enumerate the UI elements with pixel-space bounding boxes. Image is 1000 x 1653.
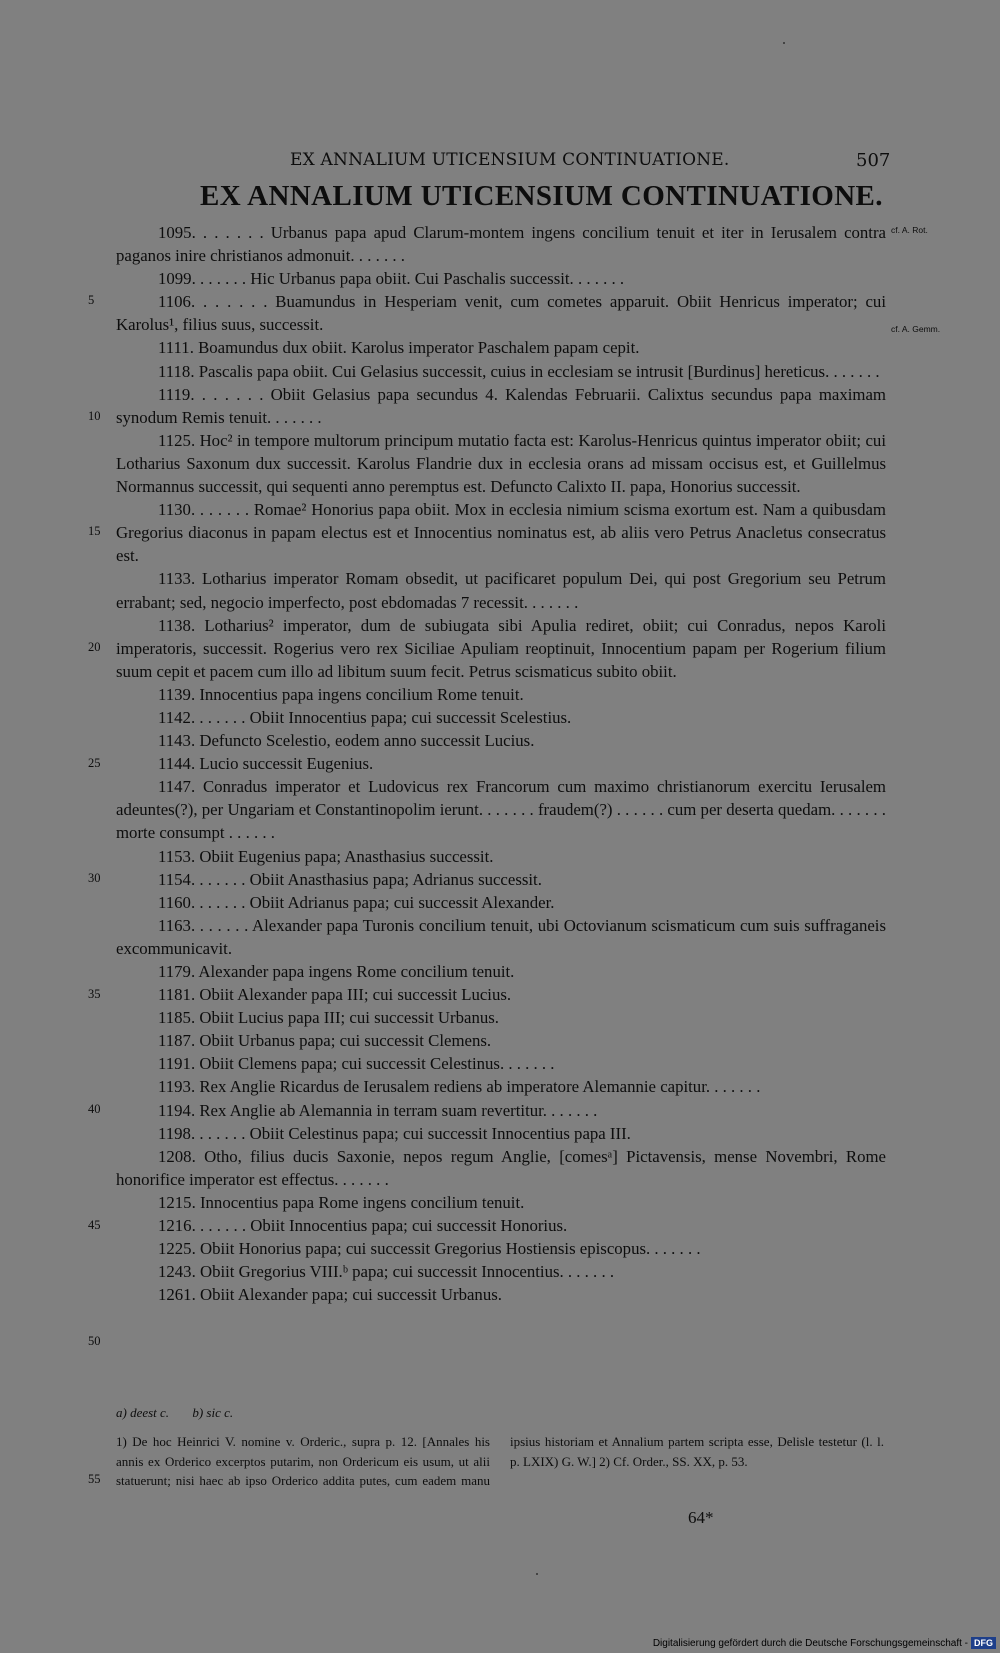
running-head: EX ANNALIUM UTICENSIUM CONTINUATIONE.	[290, 150, 730, 170]
annal-entry: 1225. Obiit Honorius papa; cui successit Gregorius Hostiensis episcopus. . . . . . .	[158, 1239, 701, 1259]
line-number: 50	[88, 1334, 101, 1348]
annal-entry: 1215. Innocentius papa Rome ingens concilium tenuit.	[158, 1192, 525, 1212]
annal-entry: 1125. Hoc² in tempore multorum principum mutatio facta est: Karolus-Henricus quintus imperator obiit; cui Lotharius Saxonum dux successit. Karolus Flandrie dux in ecclesia orans ad missam occisus est, et Guillelmus Normannus successit, qui sequenti anno peremptus est. Defuncto Calixto II. papa, Honorius successit.	[116, 430, 886, 497]
sheet-signature: 64*	[688, 1508, 714, 1527]
annal-entry: 1198. . . . . . . Obiit Celestinus papa; cui successit Innocentius papa III.	[158, 1123, 631, 1143]
annal-entry: 1138. Lotharius² imperator, dum de subiugata sibi Apulia rediret, obiit; cui Conradus, nepos Karoli imperatoris, successit. Rogerius vero rex Siciliae Apuliam reoptinuit, Innocentium papam per Rogerium filium suum cepit et pacem cum illo ad libitum suum fecit. Petrus scismaticus subito obiit.	[116, 615, 886, 681]
annal-entry: 1153. Obiit Eugenius papa; Anasthasius successit.	[158, 846, 494, 866]
annal-entry: 1185. Obiit Lucius papa III; cui successit Urbanus.	[158, 1008, 499, 1028]
textual-note: b) sic c.	[192, 1405, 234, 1420]
line-number: 25	[88, 756, 101, 770]
line-number: 40	[88, 1102, 101, 1116]
line-number: 55	[88, 1472, 101, 1486]
scan-speck	[783, 42, 785, 44]
margin-note-gemm: cf. A. Gemm.	[891, 324, 941, 334]
annal-entry: 1142. . . . . . . Obiit Innocentius papa; cui successit Scelestius.	[158, 707, 572, 727]
page-number: 507	[856, 150, 891, 171]
line-number: 30	[88, 871, 101, 885]
annal-entry: 1179. Alexander papa ingens Rome concilium tenuit.	[158, 962, 515, 981]
margin-note-rot: cf. A. Rot.	[891, 225, 928, 235]
annal-entry: 1187. Obiit Urbanus papa; cui successit Clemens.	[158, 1031, 492, 1051]
annal-entry: 1095. . . . . . . Urbanus papa apud Clarum-montem ingens concilium tenuit et iter in Ierusalem contra paganos inire christianos admonuit. . . . . . .	[116, 223, 886, 266]
textual-note: a) deest c.	[116, 1405, 170, 1420]
textual-notes	[116, 1405, 253, 1421]
annal-entry: 1208. Otho, filius ducis Saxonie, nepos regum Anglie, [comesᵃ] Pictavensis, mense Novembri, Rome honorifice imperator est effectus. . . . . . .	[116, 1146, 886, 1189]
annal-entry: 1144. Lucio successit Eugenius.	[158, 754, 374, 774]
annal-entry: 1261. Obiit Alexander papa; cui successit Urbanus.	[158, 1285, 502, 1305]
annal-entry: 1194. Rex Anglie ab Alemannia in terram suam revertitur. . . . . . .	[158, 1100, 598, 1120]
line-number: 5	[88, 293, 95, 307]
line-number: 15	[88, 524, 101, 538]
annal-entry: 1160. . . . . . . Obiit Adrianus papa; cui successit Alexander.	[158, 892, 555, 912]
annal-entry: 1181. Obiit Alexander papa III; cui successit Lucius.	[158, 985, 512, 1005]
line-number: 20	[88, 640, 101, 654]
annal-entry: 1111. Boamundus dux obiit. Karolus imperator Paschalem papam cepit.	[158, 338, 640, 358]
annal-entry: 1147. Conradus imperator et Ludovicus rex Francorum cum maximo christianorum exercitu Ierusalem adeuntes(?), per Ungariam et Constantinopolim ierunt. . . . . . . fraudem(?) . . . . . . cum per deserta quedam. . . . . . . morte consumpt . . . . . .	[116, 777, 886, 843]
annal-entry: 1106. . . . . . . Buamundus in Hesperiam venit, cum cometes apparuit. Obiit Henricus imperator; cui Karolus¹, filius suus, successit.	[116, 292, 886, 335]
annal-entry: 1216. . . . . . . Obiit Innocentius papa; cui successit Honorius.	[158, 1216, 568, 1236]
annal-entry: 1130. . . . . . . Romae² Honorius papa obiit. Mox in ecclesia nimium scisma exortum est. Nam a quibusdam Gregorius diaconus in papam electus est et Innocentius nominatus est, ab aliis vero Petrus Anacletus consecratus est.	[116, 500, 886, 566]
page-title: EX ANNALIUM UTICENSIUM CONTINUATIONE.	[200, 180, 883, 212]
line-number: 35	[88, 987, 101, 1001]
annal-entry: 1133. Lotharius imperator Romam obsedit, ut pacificaret populum Dei, qui post Gregorium seu Petrum errabant; sed, negocio imperfecto, post ebdomadas 7 recessit. . . . . . .	[116, 569, 886, 612]
annals-body	[116, 221, 886, 1306]
annal-entry: 1191. Obiit Clemens papa; cui successit Celestinus. . . . . . .	[158, 1054, 555, 1074]
line-number: 45	[88, 1218, 101, 1232]
annal-entry: 1143. Defuncto Scelestio, eodem anno successit Lucius.	[158, 731, 535, 751]
annal-entry: 1118. Pascalis papa obiit. Cui Gelasius successit, cuius in ecclesiam se intrusit [Burdinus] hereticus. . . . . . .	[158, 361, 880, 381]
annal-entry: 1099. . . . . . . Hic Urbanus papa obiit. Cui Paschalis successit. . . . . . .	[158, 269, 625, 289]
annal-entry: 1154. . . . . . . Obiit Anasthasius papa; Adrianus successit.	[158, 869, 542, 889]
annal-entry: 1193. Rex Anglie Ricardus de Ierusalem rediens ab imperatore Alemannie capitur. . . . . . .	[158, 1077, 761, 1097]
digitization-label: Digitalisierung gefördert durch die Deutsche Forschungsgemeinschaft -	[652, 1638, 968, 1649]
annal-entry: 1243. Obiit Gregorius VIII.ᵇ papa; cui successit Innocentius. . . . . . .	[158, 1262, 615, 1282]
annal-entry: 1163. . . . . . . Alexander papa Turonis concilium tenuit, ubi Octovianum scismaticum cum suis suffraganeis excommunicavit.	[116, 915, 886, 958]
annal-entry: 1139. Innocentius papa ingens concilium Rome tenuit.	[158, 684, 524, 704]
footnotes: 1) De hoc Heinrici V. nomine v. Orderic., supra p. 12. [Annales his annis ex Orderico excerptos putarim, non Ordericum eis usum, ut alii statuerunt; nisi haec ab ipso Orderico addita putes, cum eadem manu ipsius historiam et Annalium partem scripta esse, Delisle testetur (l. l. p. LXIX) G. W.] 2) Cf. Order., SS. XX, p. 53.	[116, 1434, 884, 1488]
line-number: 10	[88, 409, 101, 423]
annal-entry: 1119. . . . . . . Obiit Gelasius papa secundus 4. Kalendas Februarii. Calixtus secundus papa maximam synodum Remis tenuit. . . . . . .	[116, 384, 886, 427]
dfg-logo-icon: DFG	[971, 1637, 996, 1649]
scan-speck	[536, 1573, 538, 1575]
digitization-credit	[653, 1637, 996, 1649]
